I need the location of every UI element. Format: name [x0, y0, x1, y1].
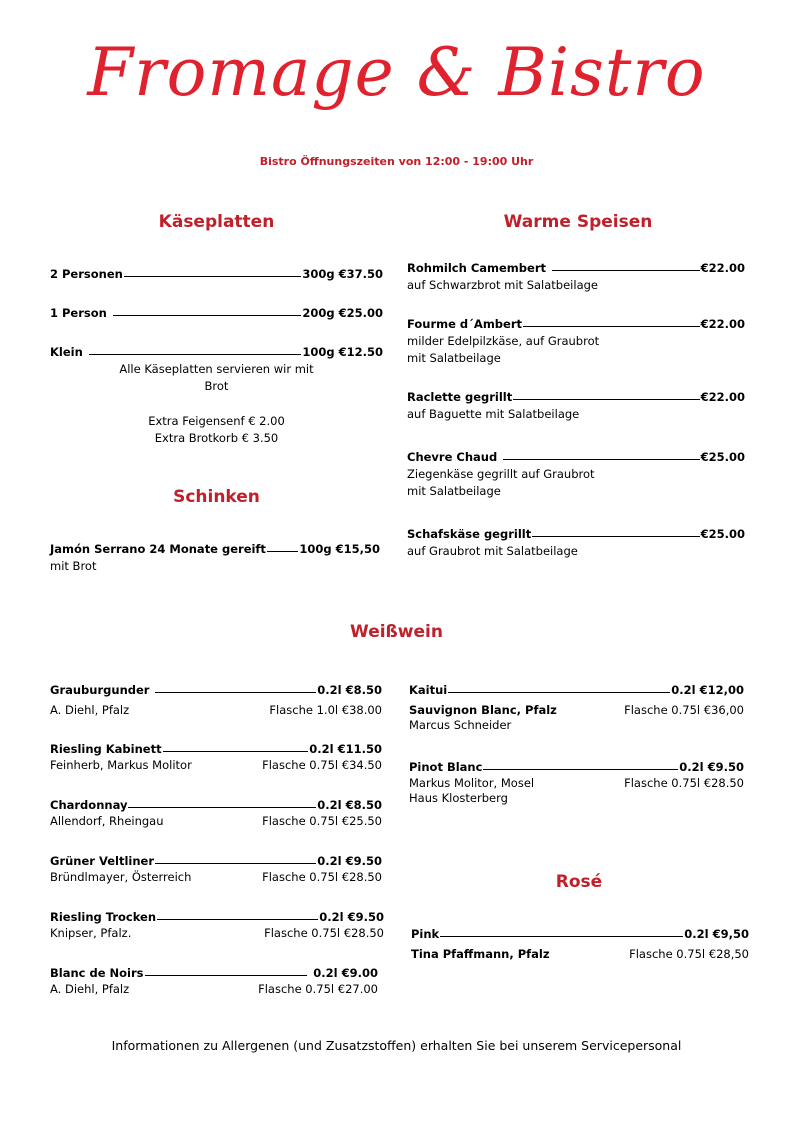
item-description: auf Schwarzbrot mit Salatbeilage — [407, 278, 598, 292]
wine-name: Riesling Trocken — [50, 910, 157, 924]
wine-name: Kaitui — [409, 683, 448, 697]
wine-name: Pinot Blanc — [409, 760, 483, 774]
item-name: Chevre Chaud — [407, 450, 498, 464]
menu-item — [407, 450, 745, 464]
wine-price: 0.2l €12,00 — [671, 683, 744, 697]
item-price: €25.00 — [700, 527, 745, 541]
item-price: 300g €37.50 — [302, 267, 383, 281]
bottle-price: Flasche 0.75l €25.50 — [262, 814, 382, 828]
item-price: 100g €15,50 — [299, 542, 380, 556]
section-title-rose: Rosé — [555, 872, 603, 892]
leader-line — [163, 751, 309, 752]
wine-row — [50, 966, 378, 980]
wine-subname: Sauvignon Blanc, Pfalz — [409, 703, 557, 717]
wine-origin: Knipser, Pfalz. — [50, 926, 132, 940]
wine-item — [409, 683, 744, 734]
extra-line: Extra Feigensenf € 2.00 — [148, 414, 285, 428]
note-line: Brot — [204, 379, 229, 393]
wine-origin: Feinherb, Markus Molitor — [50, 758, 192, 772]
item-name: Schafskäse gegrillt — [407, 527, 532, 541]
item-name: Fourme d´Ambert — [407, 317, 522, 331]
leader-line — [155, 863, 316, 864]
bottle-price: Flasche 0.75l €27.00 — [258, 982, 378, 996]
wine-origin: Allendorf, Rheingau — [50, 814, 164, 828]
menu-item — [50, 306, 383, 320]
leader-line — [155, 692, 316, 693]
allergen-note: Informationen zu Allergenen (und Zusatzstoffen) erhalten Sie bei unserem Servicepersonal — [111, 1038, 682, 1053]
wine-price: 0.2l €9.50 — [679, 760, 744, 774]
bottle-price: Flasche 0.75l €28,50 — [629, 947, 749, 961]
section-title-kaeseplatten: Käseplatten — [158, 212, 275, 232]
wine-row — [50, 742, 382, 756]
item-price: €22.00 — [700, 390, 745, 404]
section-title-warme-speisen: Warme Speisen — [503, 212, 653, 232]
wine-name: Chardonnay — [50, 798, 128, 812]
menu-item — [407, 390, 745, 404]
item-price: 200g €25.00 — [302, 306, 383, 320]
item-price: €22.00 — [700, 317, 745, 331]
wine-details — [411, 947, 749, 961]
leader-line — [448, 692, 670, 693]
kaeseplatten-extras — [50, 413, 383, 447]
item-description: mit Brot — [50, 559, 97, 573]
wine-details — [50, 814, 382, 828]
wine-origin: A. Diehl, Pfalz — [50, 982, 130, 996]
wine-price: 0.2l €8.50 — [317, 683, 382, 697]
item-price: €22.00 — [700, 261, 745, 275]
wine-price: 0.2l €9.50 — [319, 910, 384, 924]
menu-item — [407, 261, 745, 275]
leader-line — [440, 936, 683, 937]
kaeseplatten-note — [50, 361, 383, 395]
leader-line — [113, 315, 302, 316]
leader-line — [483, 769, 678, 770]
item-name: 2 Personen — [50, 267, 123, 281]
section-title-weisswein: Weißwein — [350, 622, 443, 642]
item-description: auf Graubrot mit Salatbeilage — [407, 544, 578, 558]
wine-name: Grüner Veltliner — [50, 854, 155, 868]
item-name: 1 Person — [50, 306, 107, 320]
bottle-price: Flasche 0.75l €28.50 — [262, 870, 382, 884]
leader-line — [503, 459, 699, 460]
wine-origin: A. Diehl, Pfalz — [50, 703, 130, 717]
wine-item — [50, 966, 378, 996]
wine-row — [50, 683, 382, 697]
wine-details — [50, 926, 384, 940]
wine-producer: Marcus Schneider — [409, 718, 512, 732]
item-name: Raclette gegrillt — [407, 390, 513, 404]
description-line: Ziegenkäse gegrillt auf Graubrot — [407, 467, 595, 481]
menu-item — [50, 345, 383, 359]
leader-line — [145, 975, 308, 976]
bottle-price: Flasche 0.75l €34.50 — [262, 758, 382, 772]
wine-row — [50, 798, 382, 812]
note-line: Alle Käseplatten servieren wir mit — [119, 362, 314, 376]
wine-extra: Haus Klosterberg — [409, 791, 508, 805]
item-name: Rohmilch Camembert — [407, 261, 546, 275]
description-line: mit Salatbeilage — [407, 484, 501, 498]
wine-producer: Tina Pfaffmann, Pfalz — [411, 947, 550, 961]
wine-item — [409, 760, 744, 807]
section-title-schinken: Schinken — [173, 487, 260, 507]
bottle-price: Flasche 0.75l €28.50 — [264, 926, 384, 940]
wine-details — [50, 758, 382, 772]
item-description — [407, 333, 599, 367]
wine-price: 0.2l €9.50 — [317, 854, 382, 868]
leader-line — [157, 919, 318, 920]
wine-row — [411, 927, 749, 941]
wine-origin: Bründlmayer, Österreich — [50, 870, 192, 884]
leader-line — [267, 551, 298, 552]
leader-line — [532, 536, 699, 537]
opening-hours: Bistro Öffnungszeiten von 12:00 - 19:00 Uhr — [259, 155, 534, 168]
leader-line — [523, 326, 700, 327]
wine-price: 0.2l €11.50 — [309, 742, 382, 756]
menu-item — [407, 317, 745, 331]
item-name: Jamón Serrano 24 Monate gereift — [50, 542, 266, 556]
bottle-price: Flasche 0.75l €28.50 — [624, 776, 744, 790]
wine-name: Grauburgunder — [50, 683, 150, 697]
item-name: Klein — [50, 345, 83, 359]
item-price: 100g €12.50 — [302, 345, 383, 359]
wine-name: Blanc de Noirs — [50, 966, 144, 980]
wine-details — [50, 982, 378, 996]
bottle-price: Flasche 1.0l €38.00 — [269, 703, 382, 717]
menu-item — [407, 527, 745, 541]
leader-line — [552, 270, 700, 271]
wine-price: 0.2l €9.00 — [313, 966, 378, 980]
item-price: €25.00 — [700, 450, 745, 464]
wine-name: Riesling Kabinett — [50, 742, 162, 756]
leader-line — [124, 276, 302, 277]
wine-item — [50, 854, 382, 884]
wine-name: Pink — [411, 927, 440, 941]
leader-line — [128, 807, 316, 808]
menu-item — [50, 267, 383, 281]
menu-item — [50, 542, 380, 556]
bottle-price: Flasche 0.75l €36,00 — [624, 703, 744, 717]
extra-line: Extra Brotkorb € 3.50 — [154, 431, 279, 445]
wine-item — [411, 927, 749, 961]
description-line: milder Edelpilzkäse, auf Graubrot — [407, 334, 600, 348]
wine-item — [50, 683, 382, 717]
item-description — [407, 466, 595, 500]
wine-row — [409, 683, 744, 697]
wine-details — [409, 703, 744, 717]
logo: Fromage & Bistro — [87, 34, 706, 111]
wine-row — [50, 910, 384, 924]
wine-price: 0.2l €8.50 — [317, 798, 382, 812]
wine-row — [50, 854, 382, 868]
description-line: mit Salatbeilage — [407, 351, 501, 365]
item-description: auf Baguette mit Salatbeilage — [407, 407, 580, 421]
wine-price: 0.2l €9,50 — [684, 927, 749, 941]
wine-item — [50, 742, 382, 772]
wine-details — [50, 870, 382, 884]
wine-item — [50, 910, 384, 940]
wine-origin: Markus Molitor, Mosel — [409, 776, 535, 790]
wine-row — [409, 760, 744, 774]
wine-details — [409, 776, 744, 790]
leader-line — [513, 399, 699, 400]
wine-details — [50, 703, 382, 717]
leader-line — [89, 354, 302, 355]
wine-item — [50, 798, 382, 828]
